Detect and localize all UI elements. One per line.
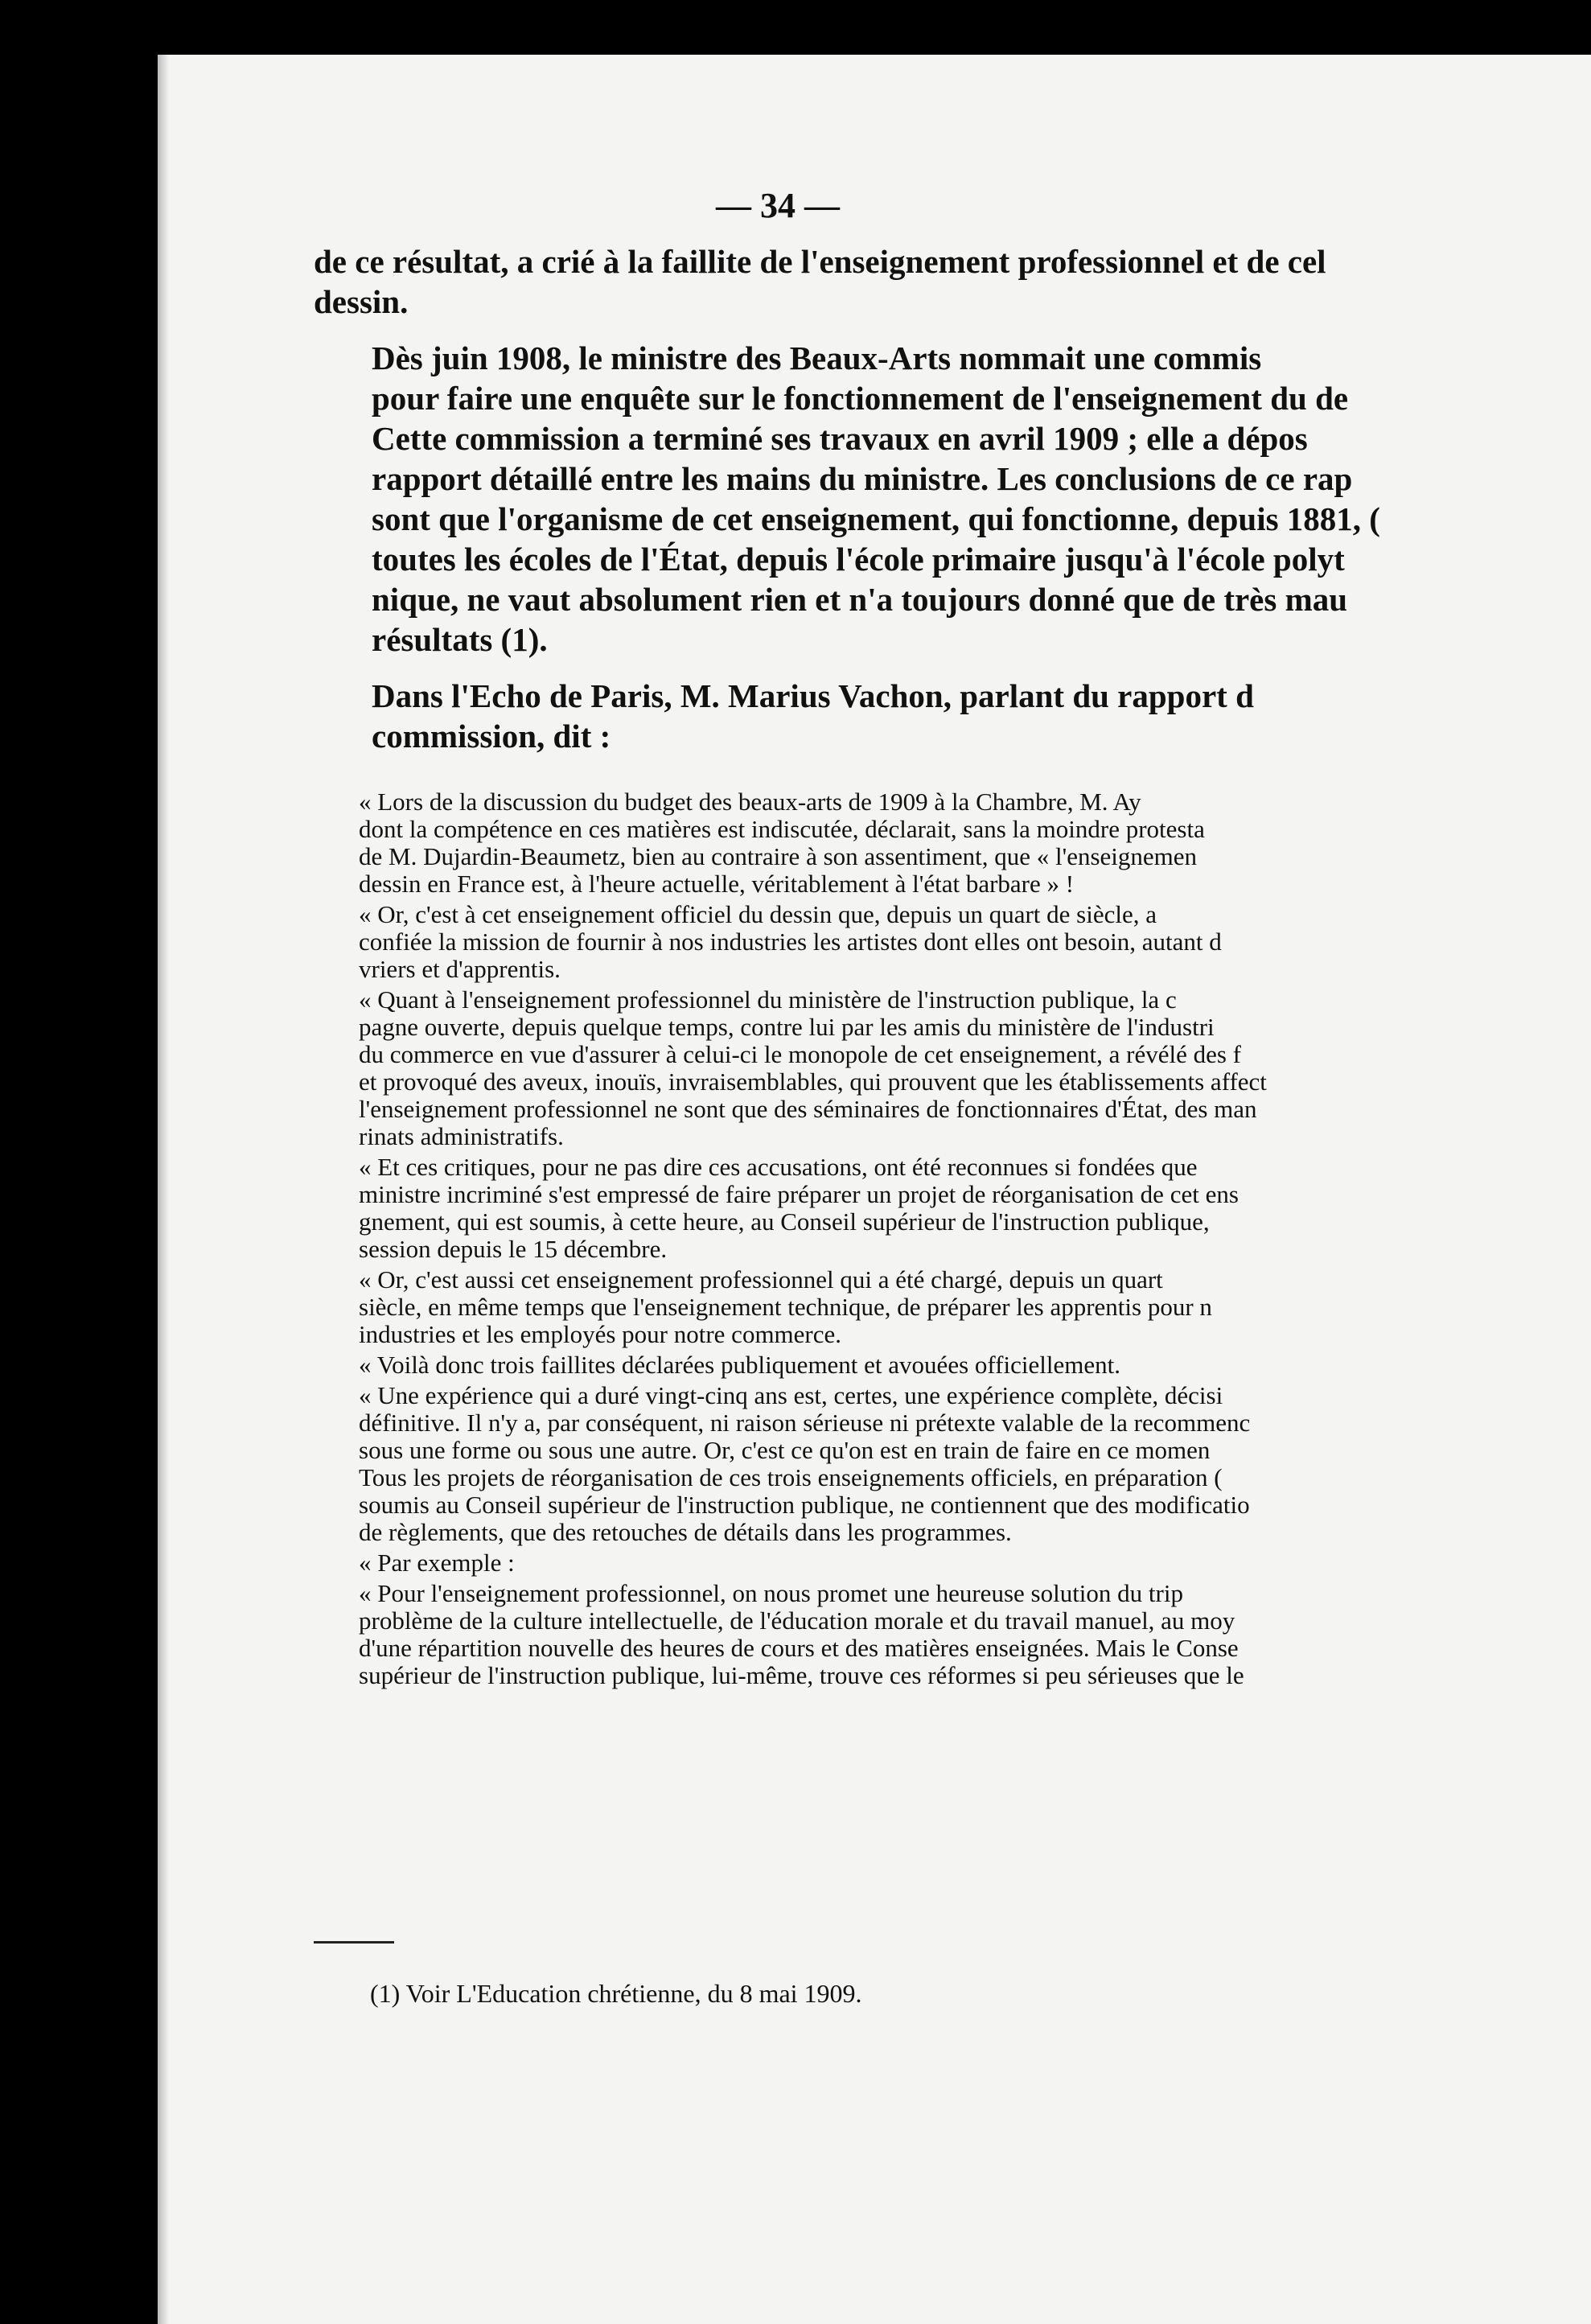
text-line: « Voilà donc trois faillites déclarées publiquement et avouées officiellement. <box>359 1351 1120 1379</box>
text-line: « Et ces critiques, pour ne pas dire ces accusations, ont été reconnues si fondées que <box>359 1153 1198 1181</box>
paragraph <box>314 788 1568 898</box>
paragraph <box>314 1580 1568 1689</box>
paragraph <box>314 338 1568 660</box>
text-line: et provoqué des aveux, inouïs, invraisemblables, qui prouvent que les établissements affect <box>359 1067 1267 1096</box>
text-line: gnement, qui est soumis, à cette heure, au Conseil supérieur de l'instruction publique, <box>359 1207 1210 1236</box>
text-line: dessin. <box>314 283 409 320</box>
paragraph <box>314 1382 1568 1546</box>
text-line: « Quant à l'enseignement professionnel du ministère de l'instruction publique, la c <box>359 985 1177 1014</box>
page-body <box>314 241 1568 1689</box>
text-line: confiée la mission de fournir à nos industries les artistes dont elles ont besoin, autant d <box>359 928 1222 956</box>
text-line: de M. Dujardin-Beaumetz, bien au contraire à son assentiment, que « l'enseignemen <box>359 842 1198 870</box>
text-line: résultats (1). <box>372 621 548 658</box>
text-line: rapport détaillé entre les mains du ministre. Les conclusions de ce rap <box>372 460 1353 497</box>
text-line: Tous les projets de réorganisation de ces trois enseignements officiels, en préparation ( <box>359 1463 1223 1491</box>
text-line: nique, ne vaut absolument rien et n'a toujours donné que de très mau <box>372 581 1348 618</box>
text-line: pour faire une enquête sur le fonctionnement de l'enseignement du de <box>372 380 1349 417</box>
text-line: « Or, c'est à cet enseignement officiel du dessin que, depuis un quart de siècle, a <box>359 900 1157 928</box>
paragraph <box>314 901 1568 983</box>
text-line: Cette commission a terminé ses travaux en avril 1909 ; elle a dépos <box>372 420 1308 457</box>
text-line: de règlements, que des retouches de détails dans les programmes. <box>359 1518 1012 1546</box>
footnote: (1) Voir L'Education chrétienne, du 8 mai 1909. <box>370 1979 862 2008</box>
paragraph <box>314 676 1568 756</box>
text-line: pagne ouverte, depuis quelque temps, contre lui par les amis du ministère de l'industri <box>359 1013 1215 1041</box>
text-line: « Par exemple : <box>359 1549 515 1577</box>
text-line: toutes les écoles de l'État, depuis l'école primaire jusqu'à l'école polyt <box>372 541 1345 578</box>
text-line: siècle, en même temps que l'enseignement technique, de préparer les apprentis pour n <box>359 1293 1212 1321</box>
page-number: — 34 — <box>716 186 840 225</box>
quoted-text <box>314 788 1568 1689</box>
text-line: commission, dit : <box>372 718 611 755</box>
text-line: vriers et d'apprentis. <box>359 955 561 983</box>
text-line: « Or, c'est aussi cet enseignement professionnel qui a été chargé, depuis un quart <box>359 1265 1163 1294</box>
text-line: dessin en France est, à l'heure actuelle, véritablement à l'état barbare » ! <box>359 870 1075 898</box>
paragraph <box>314 241 1568 322</box>
text-line: définitive. Il n'y a, par conséquent, ni raison sérieuse ni prétexte valable de la recommenc <box>359 1409 1251 1437</box>
paragraph <box>314 1549 1568 1577</box>
text-line: supérieur de l'instruction publique, lui-même, trouve ces réformes si peu sérieuses que le <box>359 1661 1244 1689</box>
text-line: dont la compétence en ces matières est indiscutée, déclarait, sans la moindre protesta <box>359 815 1205 843</box>
text-line: « Pour l'enseignement professionnel, on nous promet une heureuse solution du trip <box>359 1579 1183 1607</box>
text-line: soumis au Conseil supérieur de l'instruction publique, ne contiennent que des modificatio <box>359 1491 1250 1519</box>
paragraph <box>314 986 1568 1150</box>
paragraph <box>314 1266 1568 1348</box>
text-line: rinats administratifs. <box>359 1122 564 1150</box>
text-line: problème de la culture intellectuelle, de l'éducation morale et du travail manuel, au moy <box>359 1606 1235 1635</box>
paragraph <box>314 1154 1568 1263</box>
footnote-separator <box>314 1941 394 1944</box>
text-line: l'enseignement professionnel ne sont que des séminaires de fonctionnaires d'État, des man <box>359 1095 1257 1123</box>
text-line: industries et les employés pour notre commerce. <box>359 1320 842 1348</box>
text-line: Dès juin 1908, le ministre des Beaux-Arts nommait une commis <box>372 339 1262 376</box>
text-line: Dans l'Echo de Paris, M. Marius Vachon, parlant du rapport d <box>372 677 1254 714</box>
text-line: sont que l'organisme de cet enseignement, qui fonctionne, depuis 1881, ( <box>372 500 1380 537</box>
paragraph <box>314 1351 1568 1379</box>
text-line: d'une répartition nouvelle des heures de cours et des matières enseignées. Mais le Conse <box>359 1634 1239 1662</box>
text-line: de ce résultat, a crié à la faillite de l'enseignement professionnel et de cel <box>314 243 1326 280</box>
text-line: ministre incriminé s'est empressé de faire préparer un projet de réorganisation de cet ens <box>359 1180 1239 1208</box>
text-line: « Une expérience qui a duré vingt-cinq ans est, certes, une expérience complète, décisi <box>359 1381 1223 1409</box>
main-text <box>314 241 1568 756</box>
text-line: du commerce en vue d'assurer à celui-ci le monopole de cet enseignement, a révélé des f <box>359 1040 1241 1068</box>
text-line: session depuis le 15 décembre. <box>359 1235 668 1263</box>
text-line: sous une forme ou sous une autre. Or, c'est ce qu'on est en train de faire en ce momen <box>359 1436 1211 1464</box>
text-line: « Lors de la discussion du budget des beaux-arts de 1909 à la Chambre, M. Ay <box>359 788 1141 816</box>
